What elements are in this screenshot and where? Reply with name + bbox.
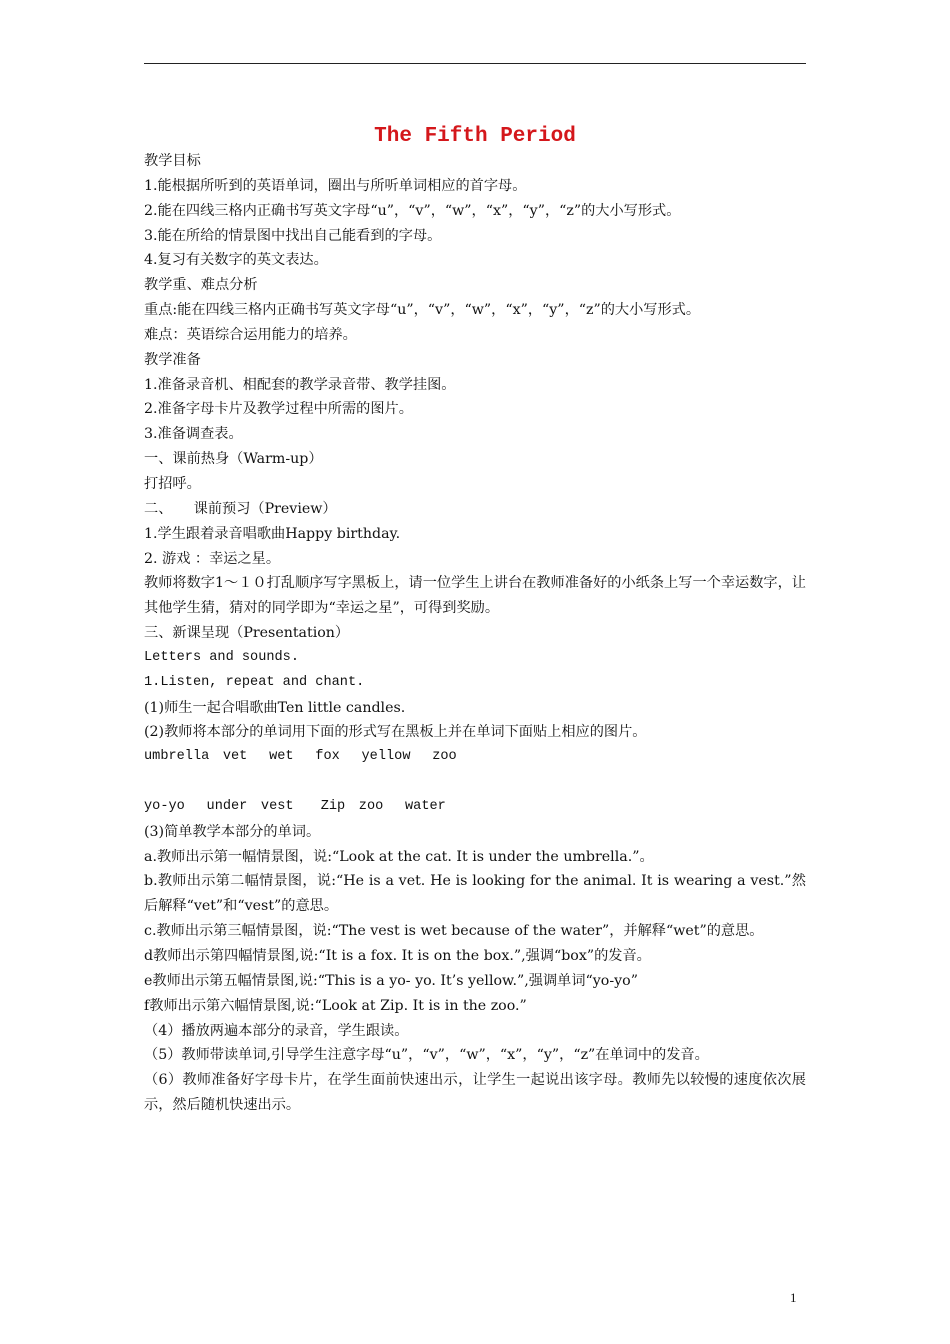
paragraph: （4）播放两遍本部分的录音，学生跟读。: [144, 1022, 409, 1039]
paragraph: (2)教师将本部分的单词用下面的形式写在黑板上并在单词下面贴上相应的图片。: [144, 724, 647, 741]
section-heading: 二、 课前预习（Preview）: [144, 500, 337, 517]
paragraph: e教师出示第五幅情景图,说:“This is a yo- yo. It’s yellow.”,强调单词“yo-yo”: [144, 972, 638, 989]
paragraph: 打招呼。: [144, 475, 201, 492]
paragraph: 2.准备字母卡片及教学过程中所需的图片。: [144, 401, 413, 418]
section-heading: 教学准备: [144, 351, 201, 368]
page-title: The Fifth Period: [374, 125, 576, 148]
word-list: umbrella vet wet fox yellow zoo: [144, 749, 457, 765]
section-heading: 一、课前热身（Warm-up）: [144, 451, 323, 468]
paragraph: 1.Listen, repeat and chant.: [144, 674, 365, 690]
paragraph: 1.学生跟着录音唱歌曲Happy birthday.: [144, 525, 401, 542]
page-number: 1: [790, 1290, 797, 1305]
paragraph: 2. 游戏 ：幸运之星。: [144, 550, 281, 567]
word-list: yo-yo under vest Zip zoo water: [144, 798, 446, 814]
paragraph: 教师将数字1～１０打乱顺序写字黑板上，请一位学生上讲台在教师准备好的小纸条上写一个幸运数字，让其他学生猜，猜对的同学即为“幸运之星”，可得到奖励。: [144, 575, 806, 617]
section-heading: 教学目标: [144, 153, 201, 169]
paragraph: 2.能在四线三格内正确书写英文字母“u”，“v”，“w”，“x”，“y”，“z”的大小写形式。: [144, 202, 681, 219]
paragraph: c.教师出示第三幅情景图，说:“The vest is wet because of the water”，并解释“wet”的意思。: [144, 923, 764, 940]
paragraph: 3.能在所给的情景图中找出自己能看到的字母。: [144, 227, 442, 244]
paragraph: （6）教师准备好字母卡片，在学生面前快速出示，让学生一起说出该字母。教师先以较慢的速度依次展示，然后随机快速出示。: [144, 1072, 806, 1114]
section-heading: 教学重、难点分析: [144, 277, 258, 294]
paragraph: 1.准备录音机、相配套的教学录音带、教学挂图。: [144, 376, 456, 393]
blank-line: [144, 770, 806, 795]
paragraph: 3.准备调查表。: [144, 426, 243, 443]
paragraph: a.教师出示第一幅情景图，说:“Look at the cat. It is under the umbrella.”。: [144, 848, 654, 865]
paragraph: f教师出示第六幅情景图,说:“Look at Zip. It is in the zoo.”: [144, 997, 527, 1014]
paragraph: （5）教师带读单词,引导学生注意字母“u”，“v”，“w”，“x”，“y”，“z”在单词中的发音。: [144, 1047, 709, 1064]
paragraph: 难点：英语综合运用能力的培养。: [144, 326, 357, 343]
paragraph: (1)师生一起合唱歌曲Ten little candles.: [144, 699, 406, 716]
paragraph: (3)简单教学本部分的单词。: [144, 823, 321, 840]
section-heading: 三、新课呈现（Presentation）: [144, 625, 350, 642]
paragraph: 重点:能在四线三格内正确书写英文字母“u”，“v”，“w”，“x”，“y”，“z”的大小写形式。: [144, 302, 701, 319]
paragraph: d教师出示第四幅情景图,说:“It is a fox. It is on the box.”,强调“box”的发音。: [144, 948, 651, 964]
document-body: [144, 149, 806, 1118]
paragraph: b.教师出示第二幅情景图，说:“He is a vet. He is looking for the animal. It is wearing a vest.”然后解释“vet”和“vest”的意思。: [144, 873, 806, 915]
header-rule: [144, 63, 806, 64]
paragraph: 1.能根据所听到的英语单词，圈出与所听单词相应的首字母。: [144, 177, 527, 194]
paragraph: Letters and sounds.: [144, 649, 299, 665]
paragraph: 4.复习有关数字的英文表达。: [144, 252, 328, 269]
